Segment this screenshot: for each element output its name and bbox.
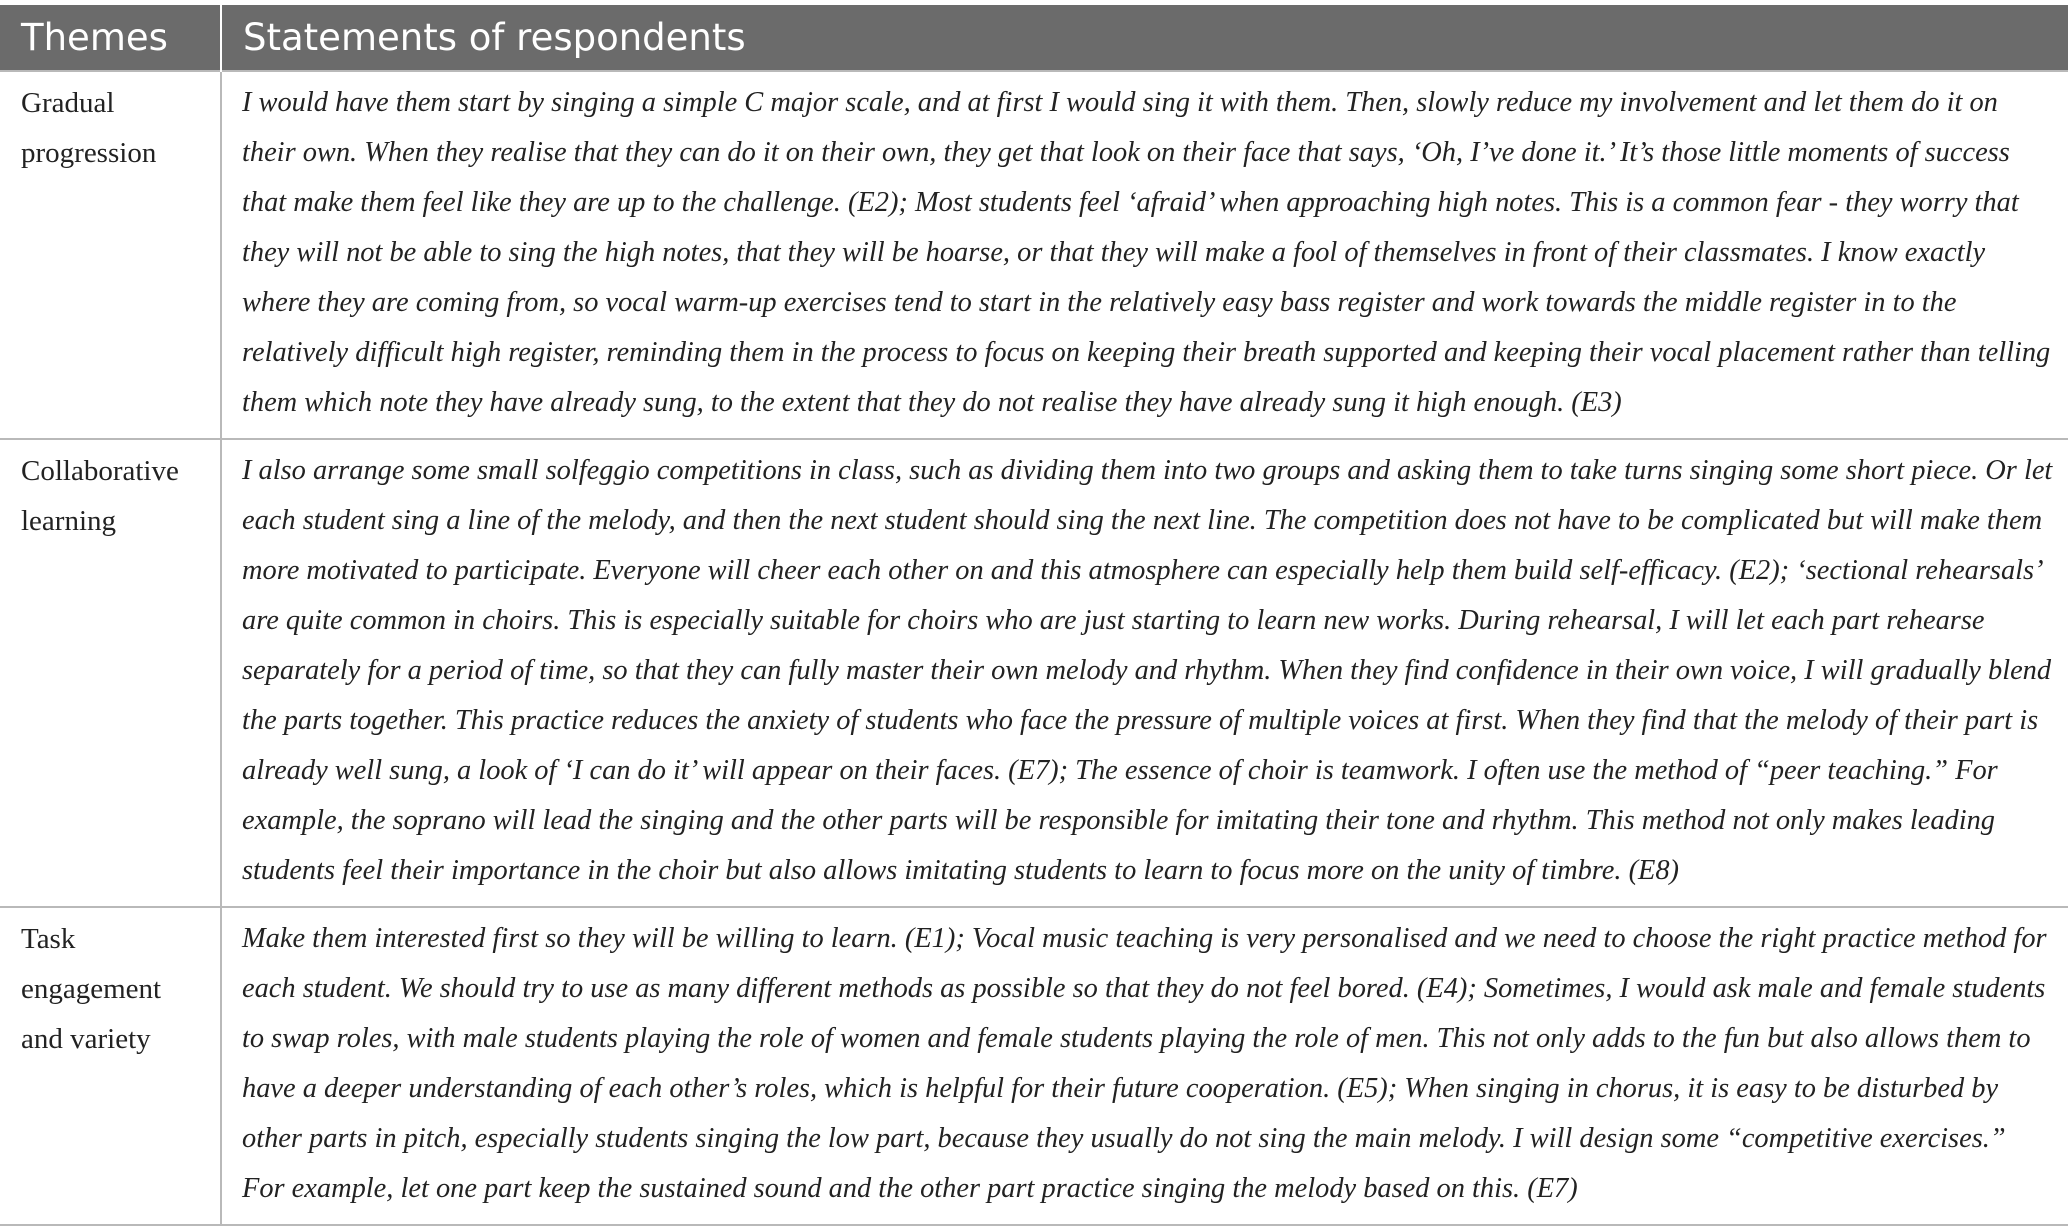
theme-cell: Collaborative learning — [0, 439, 221, 907]
header-themes: Themes — [0, 5, 221, 71]
table-row — [0, 71, 2068, 439]
table-row — [0, 439, 2068, 907]
theme-cell: Task engagement and variety — [0, 907, 221, 1225]
table-header-row — [0, 5, 2068, 71]
statement-cell: I would have them start by singing a simple C major scale, and at first I would sing it with them. Then, slowly reduce my involvement and let them do it on their own. When they realise that they can do it on their own, they get that look on their face that says, ‘Oh, I’ve done it.’ It’s those little moments of success that make them feel like they are up to the challenge. (E2); Most students feel ‘afraid’ when approaching high notes. This is a common fear - they worry that they will not be able to sing the high notes, that they will be hoarse, or that they will make a fool of themselves in front of their classmates. I know exactly where they are coming from, so vocal warm-up exercises tend to start in the relatively easy bass register and work towards the middle register in to the relatively difficult high register, reminding them in the process to focus on keeping their breath supported and keeping their vocal placement rather than telling them which note they have already sung, to the extent that they do not realise they have already sung it high enough. (E3) — [221, 71, 2068, 439]
table-row — [0, 907, 2068, 1225]
statement-cell: Make them interested first so they will be willing to learn. (E1); Vocal music teaching is very personalised and we need to choose the right practice method for each student. We should try to use as many different methods as possible so that they do not feel bored. (E4); Sometimes, I would ask male and female students to swap roles, with male students playing the role of women and female students playing the role of men. This not only adds to the fun but also allows them to have a deeper understanding of each other’s roles, which is helpful for their future cooperation. (E5); When singing in chorus, it is easy to be disturbed by other parts in pitch, especially students singing the low part, because they usually do not sing the main melody. I will design some “competitive exercises.” For example, let one part keep the sustained sound and the other part practice singing the melody based on this. (E7) — [221, 907, 2068, 1225]
statement-cell: I also arrange some small solfeggio competitions in class, such as dividing them into two groups and asking them to take turns singing some short piece. Or let each student sing a line of the melody, and then the next student should sing the next line. The competition does not have to be complicated but will make them more motivated to participate. Everyone will cheer each other on and this atmosphere can especially help them build self-efficacy. (E2); ‘sectional rehearsals’ are quite common in choirs. This is especially suitable for choirs who are just starting to learn new works. During rehearsal, I will let each part rehearse separately for a period of time, so that they can fully master their own melody and rhythm. When they find confidence in their own voice, I will gradually blend the parts together. This practice reduces the anxiety of students who face the pressure of multiple voices at first. When they find that the melody of their part is already well sung, a look of ‘I can do it’ will appear on their faces. (E7); The essence of choir is teamwork. I often use the method of “peer teaching.” For example, the soprano will lead the singing and the other parts will be responsible for imitating their tone and rhythm. This method not only makes leading students feel their importance in the choir but also allows imitating students to learn to focus more on the unity of timbre. (E8) — [221, 439, 2068, 907]
themes-table — [0, 5, 2068, 1226]
header-statements: Statements of respondents — [221, 5, 2068, 71]
theme-cell: Gradual progression — [0, 71, 221, 439]
